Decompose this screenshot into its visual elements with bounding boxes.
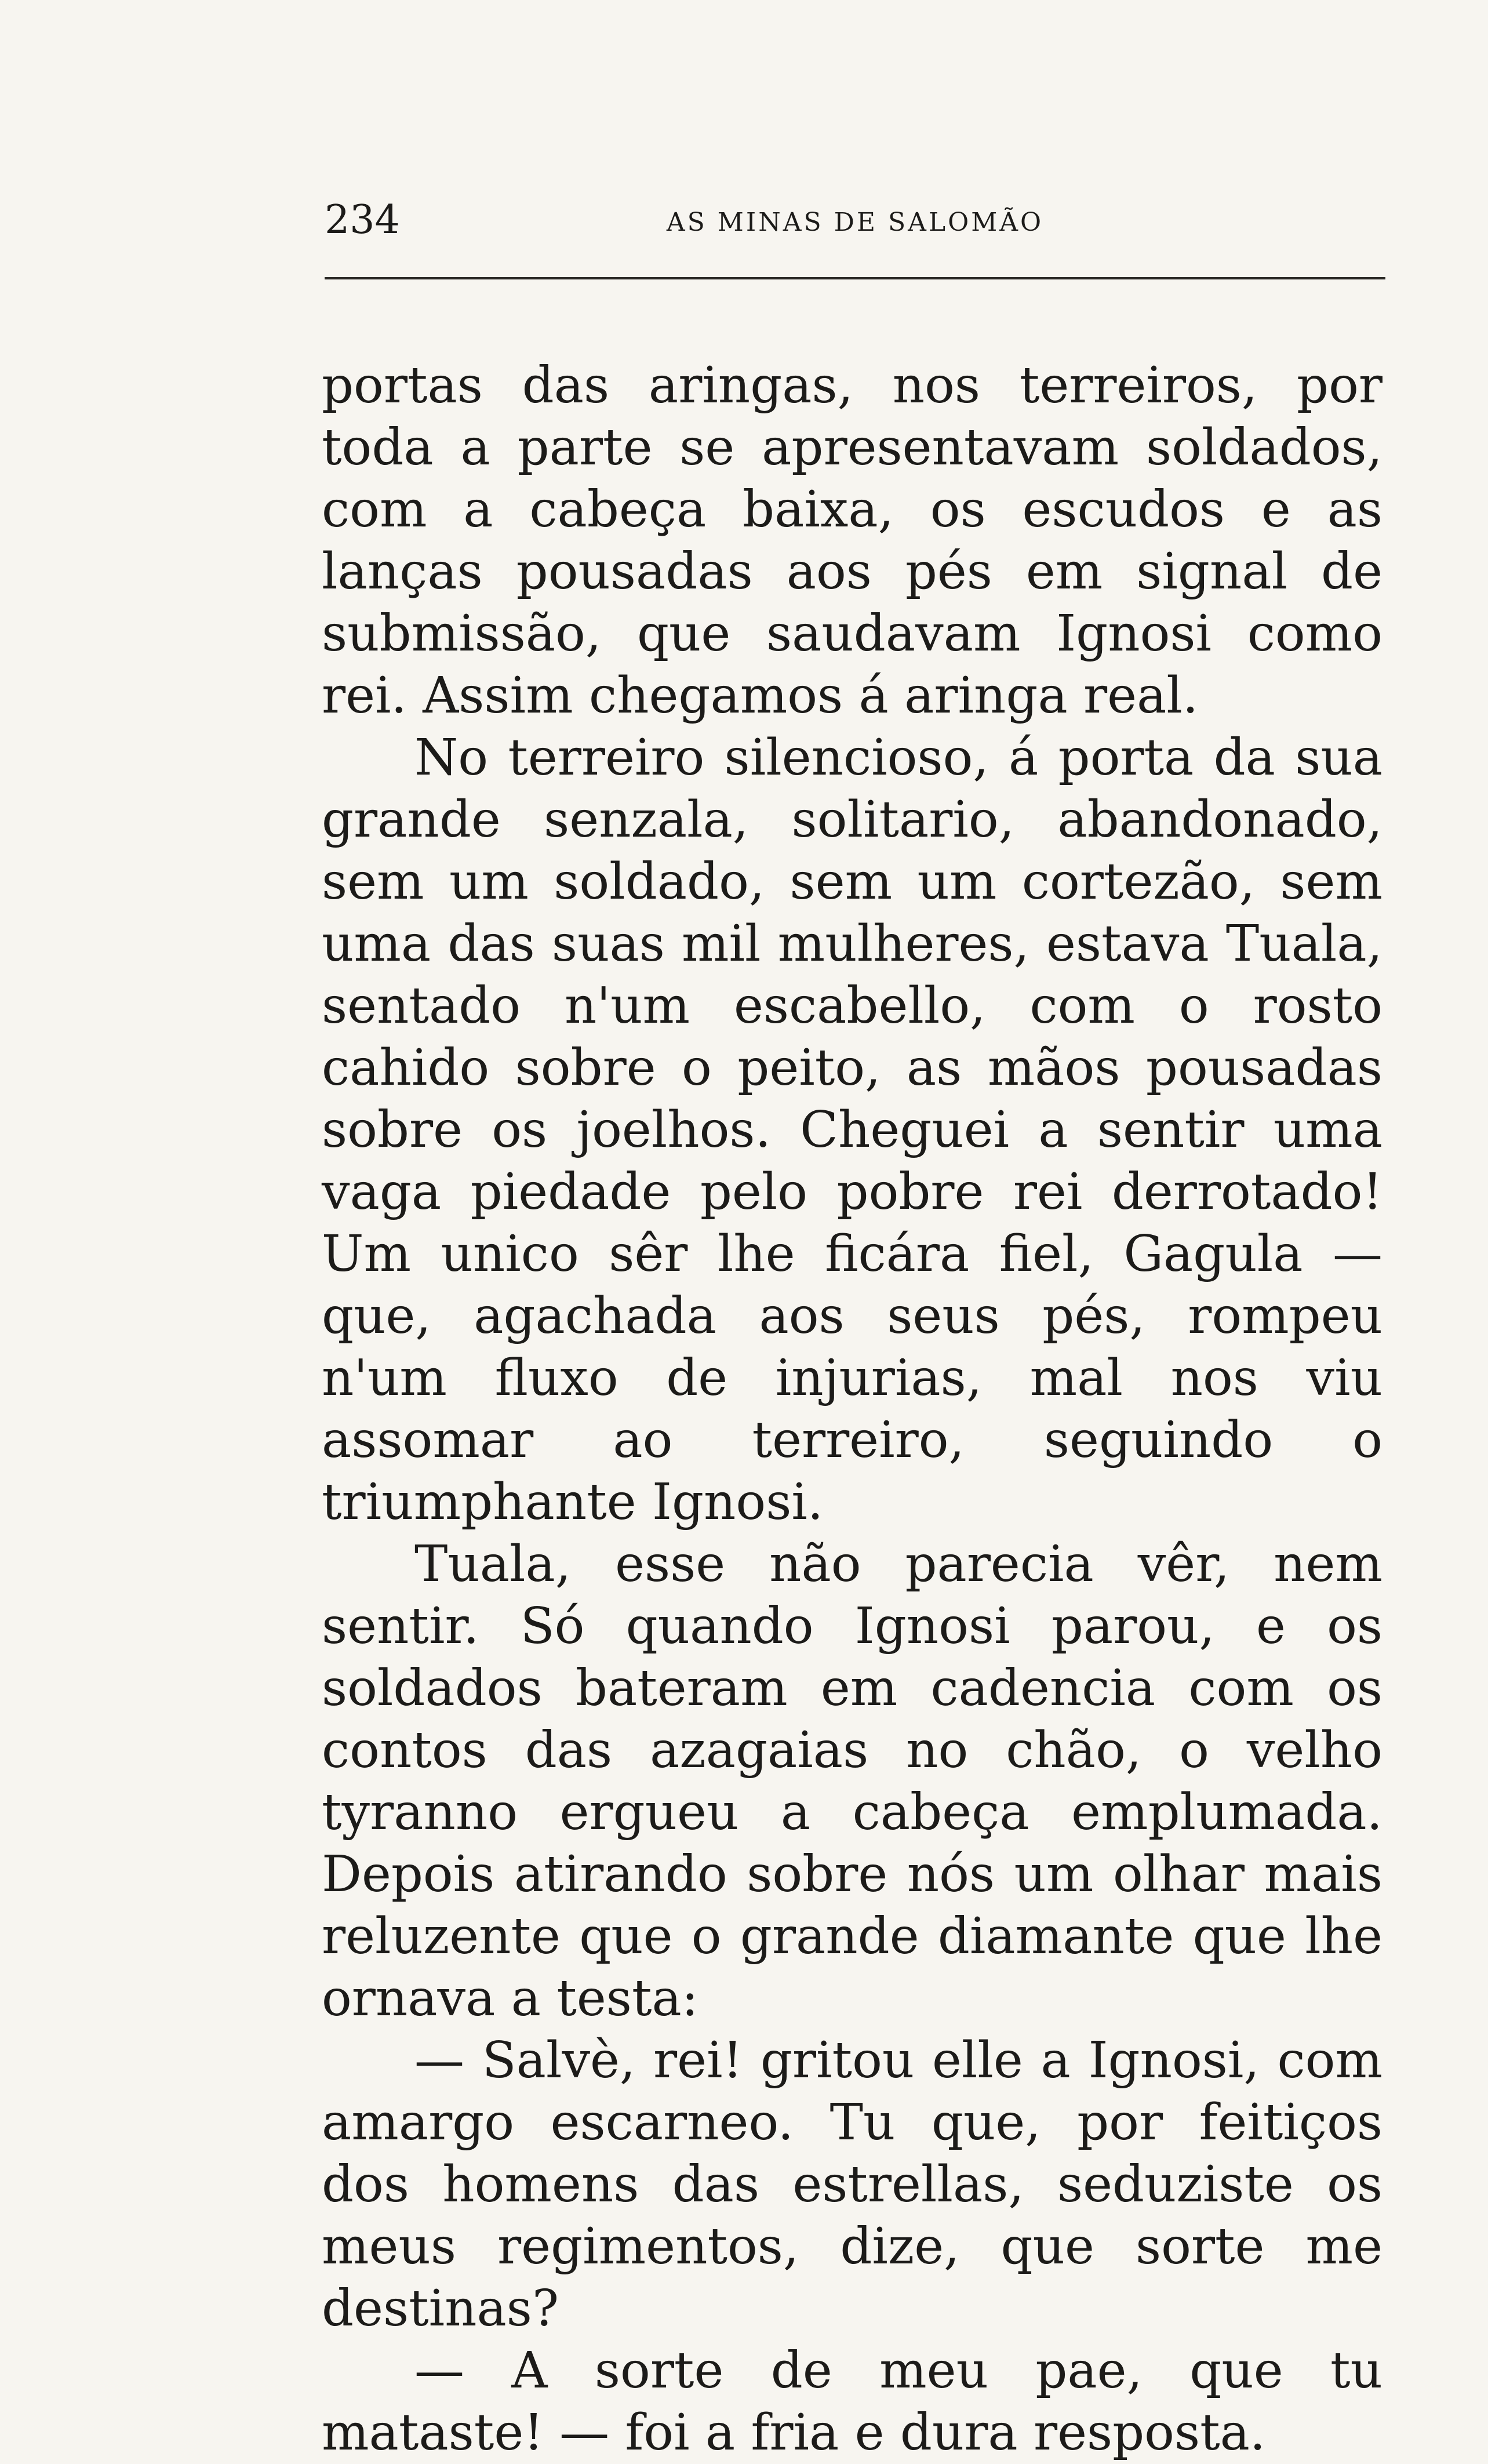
running-title: AS MINAS DE SALOMÃO — [666, 208, 1044, 237]
page-number: 234 — [325, 197, 400, 243]
paragraph: No terreiro silencioso, á porta da sua grande senzala, solitario, abandonado, sem um soldado, sem um cortezão, sem uma das suas mil mulheres, estava Tuala, sentado n'um escabello, com o rosto cahido sobre o peito, as mãos pousadas sobre os joelhos. Cheguei a sentir uma vaga piedade pelo pobre rei derrotado! Um unico sêr lhe ficára fiel, Gagula — que, agachada aos seus pés, rompeu n'um fluxo de injurias, mal nos viu assomar ao terreiro, seguindo o triumphante Ignosi. — [322, 729, 1383, 1531]
paragraph: portas das aringas, nos terreiros, por toda a parte se apresentavam soldados, com a cabeça baixa, os escudos e as lanças pousadas aos pés em signal de submissão, que saudavam Ignosi como rei. Assim chegamos á aringa real. — [322, 357, 1383, 725]
page-header — [325, 191, 1385, 261]
body-text — [322, 355, 1383, 2464]
header-rule — [325, 277, 1385, 279]
paragraph: Tuala, esse não parecia vêr, nem sentir. Só quando Ignosi parou, e os soldados bateram em cadencia com os contos das azagaias no chão, o velho tyranno ergueu a cabeça emplumada. Depois atirando sobre nós um olhar mais reluzente que o grande diamante que lhe ornava a testa: — [322, 1535, 1383, 2027]
paragraph: — A sorte de meu pae, que tu mataste! — foi a fria e dura resposta. — [322, 2342, 1383, 2462]
paragraph: — Salvè, rei! gritou elle a Ignosi, com amargo escarneo. Tu que, por feitiços dos homens das estrellas, seduziste os meus regimentos, dize, que sorte me destinas? — [322, 2031, 1383, 2338]
